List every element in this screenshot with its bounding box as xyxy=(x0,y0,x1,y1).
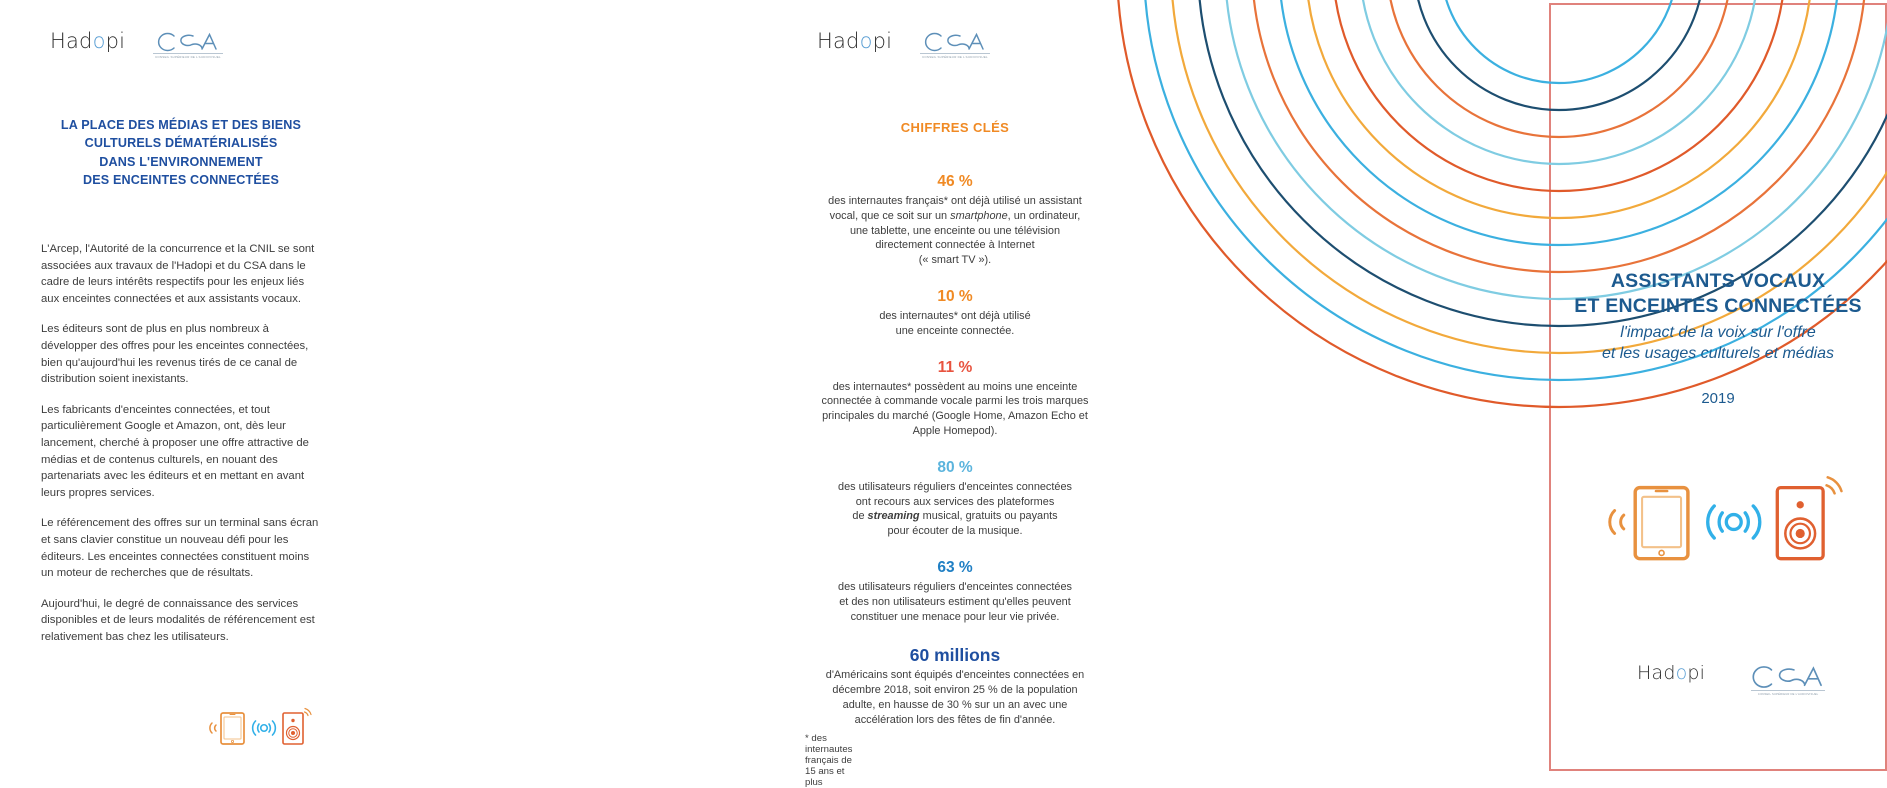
wifi-signal-icon xyxy=(1708,506,1760,538)
left-paragraph: L'Arcep, l'Autorité de la concurrence et la CNIL se sont associées aux travaux de l'Hadopi et du CSA dans le cadre de leurs intérêts respectifs pour les enjeux liés aux enceintes connectées et aux assistants vocaux. xyxy=(41,243,315,305)
hadopi-text-accent: o xyxy=(859,29,873,53)
tablet-device-icon xyxy=(1635,488,1688,559)
connected-speaker-icon xyxy=(283,709,311,745)
key-figure-value: 60 millions xyxy=(909,644,1001,665)
sound-arc xyxy=(1333,0,1785,191)
right-device-icon-group xyxy=(1573,467,1867,577)
sound-arc xyxy=(1387,0,1731,137)
key-figures-heading: CHIFFRES CLÉS xyxy=(900,120,1010,135)
left-title-l3: DANS L'ENVIRONNEMENT xyxy=(99,154,263,169)
key-figure-description: des internautes* possèdent au moins une enceinte connectée à commande vocale parmi les trois marques principales du marché (Google Home, Amazon Echo et Apple Homepod). xyxy=(821,380,1089,438)
sound-arc xyxy=(1279,0,1839,245)
key-figure-value: 63 % xyxy=(937,559,973,577)
left-paragraph: Le référencement des offres sur un terminal sans écran et sans clavier constitue un nouveau défi pour les éditeurs. Les enceintes connectées constituent moins un moteur de recherches que de résultats. xyxy=(41,517,319,580)
cover-panel xyxy=(1549,3,1887,771)
left-paragraph: Aujourd'hui, le degré de connaissance des services disponibles et de leurs modalités de référencement est relativement bas chez les utilisateurs. xyxy=(41,597,315,643)
sound-arc xyxy=(1225,0,1887,299)
left-paragraph: Les éditeurs sont de plus en plus nombreux à développer des offres pour les enceintes connectées, bien qu'aujourd'hui les revenus tirés de ce canal de distribution soient inexistants. xyxy=(41,323,309,386)
key-figure-value: 11 % xyxy=(937,358,973,376)
right-column xyxy=(773,0,1862,775)
left-paragraph: Les fabricants d'enceintes connectées, et tout particulièrement Google et Amazon, ont, dès leur lancement, cherché à proposer une offre attractive de médias et de contenus culturels, en nouant des partenariats avec les éditeurs et en mettant en avant leurs propres services. xyxy=(41,403,309,499)
left-column-title xyxy=(36,116,326,189)
tablet-device-icon xyxy=(221,713,244,744)
key-figure-description: des utilisateurs réguliers d'enceintes connectées et des non utilisateurs estiment qu'elles peuvent constituer une menace pour leur vie privée. xyxy=(838,581,1072,623)
tablet-wave-icon xyxy=(1610,511,1624,534)
tablet-wave-icon xyxy=(210,723,216,733)
key-figure-value: 46 % xyxy=(937,173,973,190)
connected-speaker-icon xyxy=(1777,477,1841,558)
footnote: * des internautes français de 15 ans et plus xyxy=(805,733,853,788)
csa-logo xyxy=(153,31,223,59)
cover-title-block xyxy=(1561,269,1875,407)
left-column xyxy=(0,0,385,775)
csa-mark-icon xyxy=(157,31,219,53)
hadopi-text-pre: Had xyxy=(50,29,93,53)
csa-mark-icon xyxy=(1751,664,1825,690)
csa-divider xyxy=(1751,690,1825,691)
key-figure-description: des utilisateurs réguliers d'enceintes connectées ont recours aux services des plateformes de streaming musical, gratuits ou payants pour écouter de la musique. xyxy=(838,480,1072,538)
hadopi-text-post: pi xyxy=(105,29,126,53)
hadopi-logo xyxy=(1637,664,1705,683)
wifi-signal-icon xyxy=(253,721,276,735)
hadopi-text-pre: Had xyxy=(1637,662,1676,684)
hadopi-text-accent: o xyxy=(92,29,106,53)
left-title-l4: DES ENCEINTES CONNECTÉES xyxy=(82,172,280,187)
csa-divider xyxy=(153,53,223,54)
left-brand-lockup xyxy=(50,31,223,59)
key-figure-value: 80 % xyxy=(937,458,973,476)
left-title-l1: LA PLACE DES MÉDIAS ET DES BIENS xyxy=(60,118,302,132)
cover-subtitle-line1: l'impact de la voix sur l'offre xyxy=(1620,323,1816,341)
cover-title-line2: ET ENCEINTES CONNECTÉES xyxy=(1574,294,1862,317)
sound-arc xyxy=(1252,0,1866,272)
key-figure-description: d'Américains sont équipés d'enceintes connectées en décembre 2018, soit environ 25 % de la population adulte, en hausse de 30 % sur un an avec une accélération lors des fêtes de fin d'année. xyxy=(825,669,1085,726)
cover-brand-lockup xyxy=(1637,664,1825,696)
sound-arc xyxy=(1414,0,1704,110)
middle-column xyxy=(385,0,1089,788)
hadopi-text-post: pi xyxy=(872,29,893,53)
sound-arc xyxy=(1441,0,1677,83)
cover-subtitle-line2: et les usages culturels et médias xyxy=(1601,345,1835,363)
sound-arc xyxy=(1306,0,1812,218)
sound-arc xyxy=(1360,0,1758,164)
left-title-l2: CULTURELS DÉMATÉRIALISÉS xyxy=(84,136,278,151)
csa-logo xyxy=(1751,664,1825,696)
csa-subtitle: CONSEIL SUPÉRIEUR DE L'AUDIOVISUEL xyxy=(155,55,222,59)
cover-title-line1: ASSISTANTS VOCAUX xyxy=(1610,270,1826,292)
key-figure-value: 10 % xyxy=(937,288,973,306)
key-figure-description: des internautes français* ont déjà utilisé un assistant vocal, que ce soit sur un smartphone, un ordinateur, une tablette, une enceinte ou une télévision directement connectée à Internet (« smart TV »). xyxy=(828,194,1082,267)
csa-subtitle: CONSEIL SUPÉRIEUR DE L'AUDIOVISUEL xyxy=(1757,692,1819,696)
csa-subtitle: CONSEIL SUPÉRIEUR DE L'AUDIOVISUEL xyxy=(922,55,989,59)
cover-year: 2019 xyxy=(1701,390,1735,408)
hadopi-text-post: pi xyxy=(1687,662,1706,684)
left-device-icon-group xyxy=(203,704,313,752)
key-figure-description: des internautes* ont déjà utilisé une enceinte connectée. xyxy=(879,309,1031,337)
hadopi-text-pre: Had xyxy=(817,29,860,53)
left-column-body xyxy=(41,241,324,645)
hadopi-logo xyxy=(50,31,125,52)
hadopi-text-accent: o xyxy=(1675,662,1688,684)
